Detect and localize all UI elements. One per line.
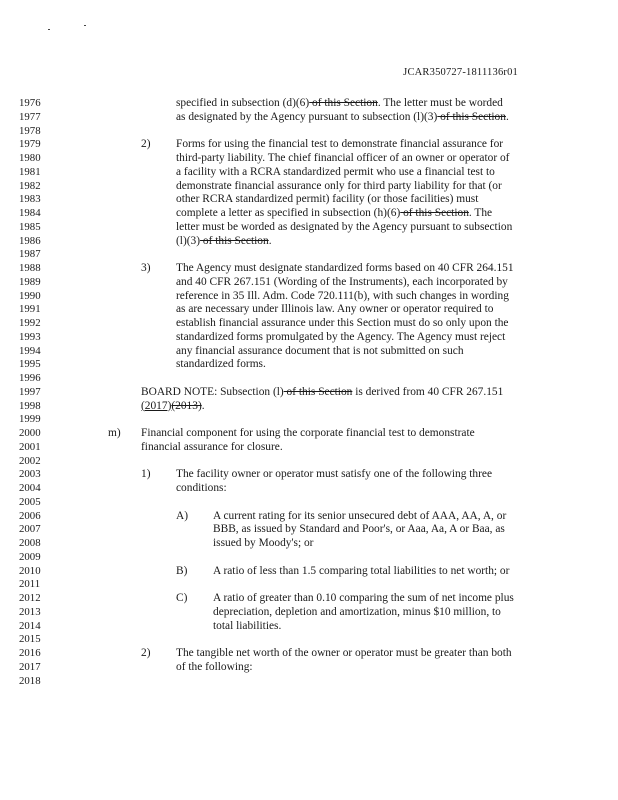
document-line <box>0 565 618 578</box>
line-number: 2009 <box>19 550 41 563</box>
text-segment: is derived from 40 CFR 267.151 <box>352 385 504 398</box>
scan-speck <box>84 25 86 26</box>
text-segment: standardized forms promulgated by the Agency. The Agency must reject <box>176 330 506 343</box>
document-line <box>0 358 618 371</box>
line-number: 1986 <box>19 234 41 247</box>
document-line <box>0 620 618 633</box>
document-line <box>0 578 618 591</box>
document-line <box>0 633 618 646</box>
text-segment: establish financial assurance under this Section must do so only upon the <box>176 317 509 329</box>
document-line <box>0 193 618 206</box>
document-line <box>0 138 618 151</box>
list-label: 3) <box>141 262 151 274</box>
document-line <box>0 290 618 303</box>
text-segment: complete a letter as specified in subsection (h)(6) <box>176 207 401 219</box>
line-number: 1988 <box>19 262 41 274</box>
text-segment: Forms for using the financial test to demonstrate financial assurance for <box>176 138 504 151</box>
line-number: 1985 <box>19 220 41 233</box>
line-text <box>176 317 508 330</box>
line-text <box>213 592 514 605</box>
struck-text: of this Section <box>400 207 469 219</box>
line-number: 1977 <box>19 110 41 123</box>
document-line <box>0 400 618 413</box>
text-segment: reference in 35 Ill. Adm. Code 720.111(b), with such changes in wording <box>176 289 509 302</box>
line-number: 1994 <box>19 344 41 357</box>
line-text <box>176 358 266 371</box>
line-number: 2013 <box>19 605 41 618</box>
line-text <box>213 523 505 536</box>
line-text <box>176 111 509 124</box>
text-segment: A ratio of less than 1.5 comparing total liabilities to net worth; or <box>213 564 510 577</box>
document-line <box>0 468 618 481</box>
line-number: 1995 <box>19 358 41 371</box>
document-line <box>0 248 618 261</box>
line-number: 2008 <box>19 537 41 549</box>
line-text <box>176 180 502 193</box>
document-line <box>0 386 618 399</box>
line-number: 1993 <box>19 330 41 343</box>
document-line <box>0 331 618 344</box>
list-label: 2) <box>141 647 151 659</box>
struck-text: of this Section <box>200 234 269 247</box>
text-segment: BOARD NOTE: Subsection (l) <box>141 385 284 398</box>
line-number: 1992 <box>19 317 41 329</box>
line-text <box>176 193 478 206</box>
document-line <box>0 661 618 674</box>
text-segment: . <box>505 110 509 123</box>
document-line <box>0 207 618 220</box>
line-number: 1990 <box>19 289 41 302</box>
line-number: 2015 <box>19 633 41 646</box>
line-number: 1987 <box>19 248 41 261</box>
document-line <box>0 372 618 385</box>
line-number: 2000 <box>19 427 41 439</box>
line-text <box>176 482 227 495</box>
document-line <box>0 303 618 316</box>
document-line <box>0 551 618 564</box>
line-number: 1981 <box>19 165 41 178</box>
text-segment: standardized forms. <box>176 358 266 371</box>
line-number: 1996 <box>19 372 41 384</box>
line-text <box>176 207 492 220</box>
line-text <box>176 290 509 303</box>
line-number: 1991 <box>19 303 41 316</box>
text-segment: total liabilities. <box>213 619 282 632</box>
line-number: 1978 <box>19 124 41 137</box>
line-text <box>213 537 313 550</box>
line-number: 2007 <box>19 523 41 536</box>
text-segment: as designated by the Agency pursuant to subsection (l)(3) <box>176 110 438 123</box>
line-text <box>176 262 514 275</box>
list-label: C) <box>176 592 188 604</box>
document-line <box>0 523 618 536</box>
line-number: 1997 <box>19 385 41 398</box>
text-segment: third-party liability. The chief financial officer of an owner or operator of <box>176 152 510 164</box>
document-line <box>0 675 618 688</box>
text-segment: a facility with a RCRA standardized permit who use a financial test to <box>176 165 495 178</box>
line-number: 1984 <box>19 207 41 219</box>
document-line <box>0 235 618 248</box>
document-line <box>0 510 618 523</box>
text-segment: financial assurance for closure. <box>141 440 283 453</box>
document-line <box>0 97 618 110</box>
document-line <box>0 427 618 440</box>
text-segment: . The <box>468 207 493 219</box>
document-line <box>0 276 618 289</box>
text-segment: The tangible net worth of the owner or operator must be greater than both <box>176 647 512 659</box>
line-number: 2011 <box>19 578 41 591</box>
line-text <box>176 152 509 165</box>
text-segment: The Agency must designate standardized forms based on 40 CFR 264.151 <box>176 262 514 274</box>
document-line <box>0 345 618 358</box>
line-number: 1999 <box>19 413 41 426</box>
line-number: 2006 <box>19 509 41 522</box>
line-number: 2012 <box>19 592 41 604</box>
text-segment: . <box>201 399 205 412</box>
text-segment: . <box>268 234 272 247</box>
document-line <box>0 180 618 193</box>
line-number: 1989 <box>19 275 41 288</box>
line-text <box>176 276 508 289</box>
document-line <box>0 317 618 330</box>
list-label: B) <box>176 564 188 577</box>
text-segment: BBB, as issued by Standard and Poor's, or Aaa, Aa, A or Baa, as <box>213 523 505 536</box>
struck-text: of this Section <box>309 97 378 109</box>
list-label: 2) <box>141 138 151 151</box>
line-text <box>213 510 506 523</box>
line-text <box>176 303 493 316</box>
line-text <box>176 166 495 179</box>
struck-text: (2013) <box>171 399 202 412</box>
scan-speck <box>48 29 50 30</box>
document-line <box>0 441 618 454</box>
line-number: 2002 <box>19 454 41 467</box>
text-segment: demonstrate financial assurance only for third party liability for that (or <box>176 179 502 192</box>
text-segment: letter must be worded as designated by the Agency pursuant to subsection <box>176 220 513 233</box>
line-text <box>213 565 509 578</box>
line-text <box>141 400 205 413</box>
text-segment: of the following: <box>176 660 253 673</box>
line-text <box>176 97 503 110</box>
line-number: 2017 <box>19 660 41 673</box>
line-text <box>176 138 503 151</box>
list-label: m) <box>108 427 121 439</box>
line-number: 1983 <box>19 193 41 206</box>
line-text <box>176 468 492 481</box>
line-text <box>176 345 464 358</box>
line-text <box>141 386 503 399</box>
text-segment: issued by Moody's; or <box>213 537 314 549</box>
text-segment: other RCRA standardized permit) facility (or those facilities) must <box>176 193 479 206</box>
line-number: 2010 <box>19 564 41 577</box>
text-segment: any financial assurance document that is not submitted on such <box>176 344 464 357</box>
document-line <box>0 166 618 179</box>
line-number: 2014 <box>19 619 41 632</box>
list-label: A) <box>176 509 189 522</box>
line-number: 2001 <box>19 440 41 453</box>
line-number: 1998 <box>19 399 41 412</box>
struck-text: of this Section <box>283 385 353 398</box>
document-line <box>0 496 618 509</box>
document-line <box>0 482 618 495</box>
line-number: 2018 <box>19 674 41 687</box>
line-text <box>141 427 475 440</box>
line-number: 2005 <box>19 495 41 508</box>
line-text <box>213 606 501 619</box>
line-text <box>213 620 281 633</box>
line-text <box>176 221 512 234</box>
line-number: 2003 <box>19 468 41 481</box>
line-text <box>176 647 512 660</box>
text-segment: A current rating for its senior unsecured debt of AAA, AA, A, or <box>213 509 507 522</box>
line-text <box>176 661 253 674</box>
document-line <box>0 125 618 138</box>
line-number: 2016 <box>19 647 41 659</box>
document-line <box>0 592 618 605</box>
document-line <box>0 537 618 550</box>
document-line <box>0 111 618 124</box>
line-number: 1982 <box>19 179 41 192</box>
text-segment: (l)(3) <box>176 234 201 247</box>
document-line <box>0 455 618 468</box>
inserted-text: (2017) <box>141 399 172 412</box>
line-text <box>141 441 283 454</box>
text-segment: Financial component for using the corporate financial test to demonstrate <box>141 427 475 439</box>
document-line <box>0 413 618 426</box>
struck-text: of this Section <box>437 110 506 123</box>
text-segment: and 40 CFR 267.151 (Wording of the Instruments), each incorporated by <box>176 275 508 288</box>
text-segment: conditions: <box>176 482 227 494</box>
text-segment: depreciation, depletion and amortization, minus $10 million, to <box>213 605 501 618</box>
text-segment: specified in subsection (d)(6) <box>176 97 310 109</box>
text-segment: A ratio of greater than 0.10 comparing the sum of net income plus <box>213 592 514 604</box>
document-line <box>0 647 618 660</box>
document-line <box>0 221 618 234</box>
line-number: 1976 <box>19 97 41 109</box>
document-line <box>0 606 618 619</box>
list-label: 1) <box>141 468 151 481</box>
line-number: 2004 <box>19 482 41 494</box>
line-text <box>176 235 272 248</box>
text-segment: The facility owner or operator must satisfy one of the following three <box>176 468 492 481</box>
line-text <box>176 331 505 344</box>
document-line <box>0 152 618 165</box>
document-id-header: JCAR350727-1811136r01 <box>403 67 518 78</box>
line-number: 1980 <box>19 152 41 164</box>
line-number: 1979 <box>19 138 41 151</box>
document-line <box>0 262 618 275</box>
text-segment: . The letter must be worded <box>377 97 503 109</box>
text-segment: as are necessary under Illinois law. Any owner or operator required to <box>176 303 494 316</box>
